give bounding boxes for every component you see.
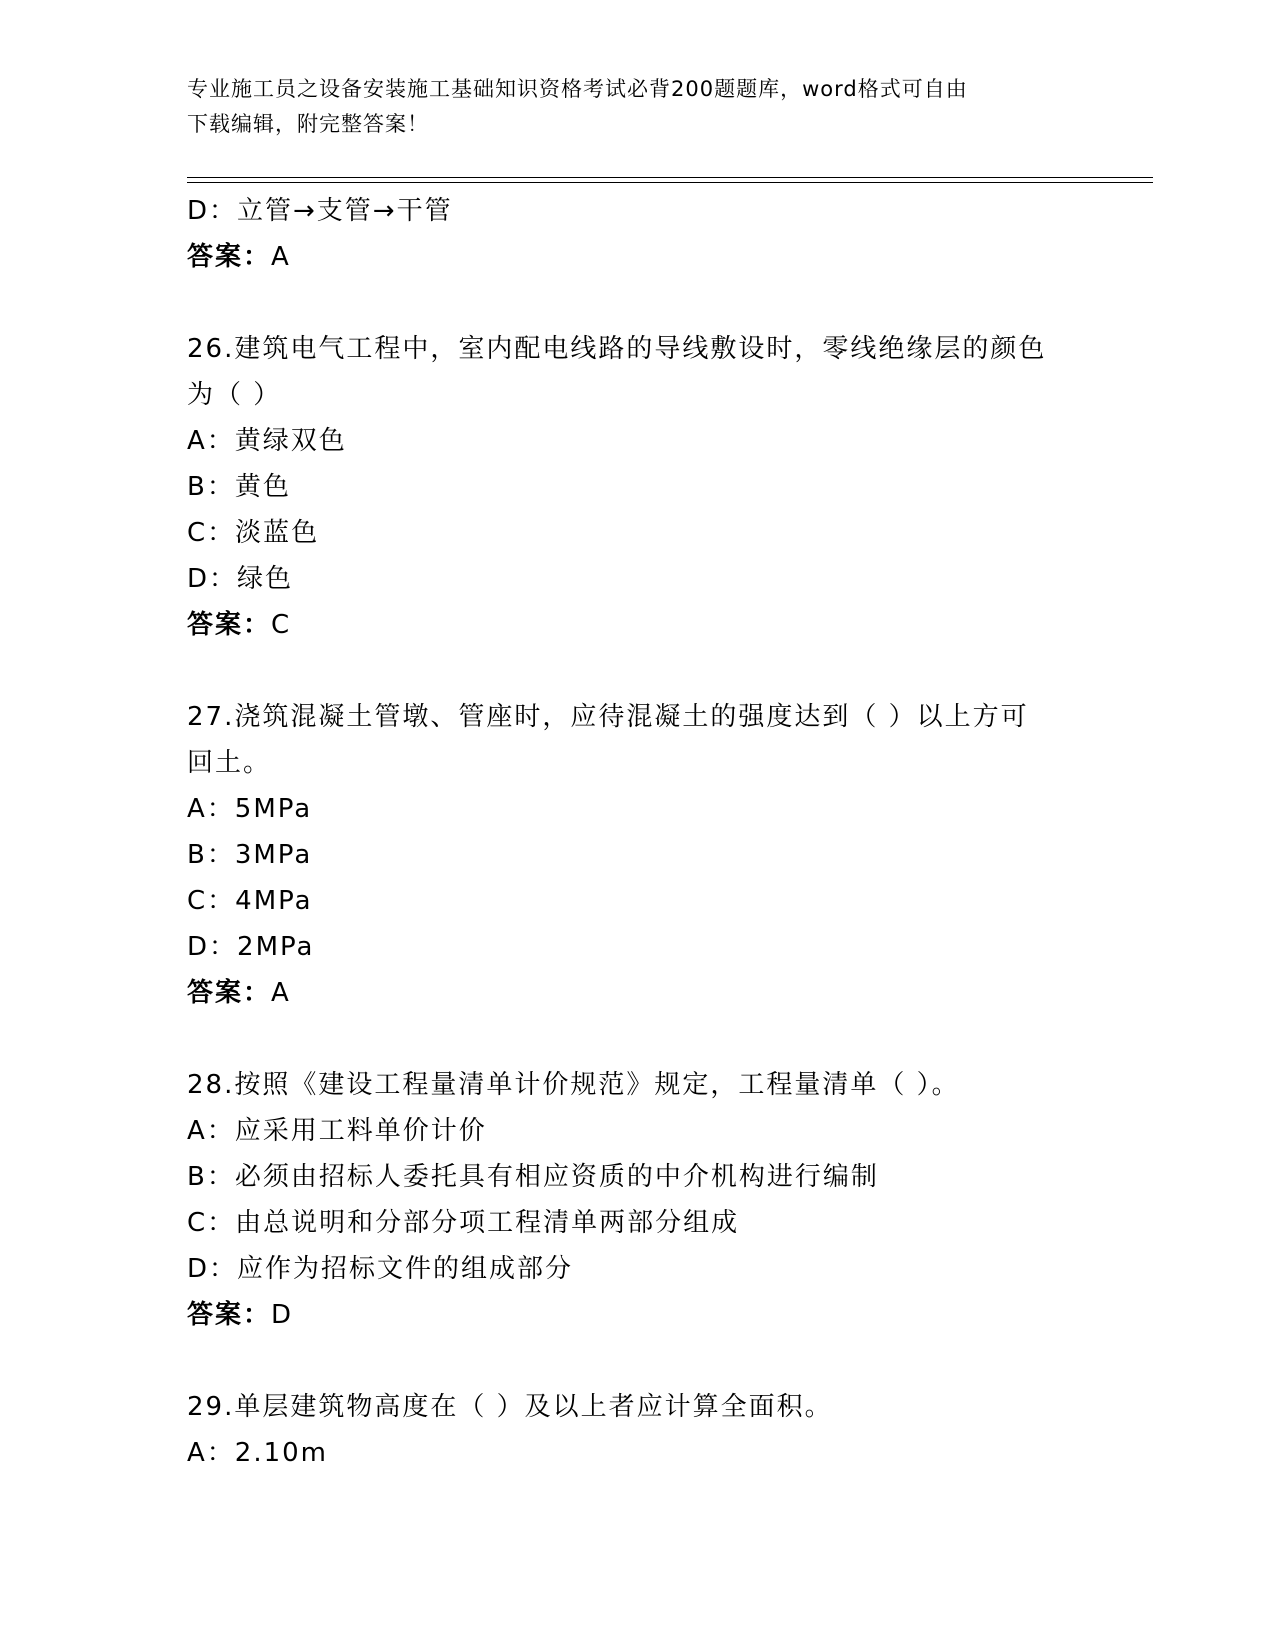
spacer: [187, 1338, 1087, 1384]
question-26-option-b: B：黄色: [187, 472, 291, 502]
question-28-answer: [187, 1292, 1087, 1338]
question-29-stem-line-1: 29.单层建筑物高度在（ ）及以上者应计算全面积。: [187, 1392, 833, 1422]
question-list: [187, 188, 1087, 1476]
question-27-option-a: A：5MPa: [187, 794, 313, 824]
header-divider-bottom: [187, 182, 1153, 183]
question-28-option-a: A：应采用工料单价计价: [187, 1116, 487, 1146]
prev-answer: [187, 234, 1087, 280]
question-26-option-d: D：绿色: [187, 564, 294, 594]
answer-value: D: [271, 1300, 294, 1330]
question-26-option-a: A：黄绿双色: [187, 426, 347, 456]
header-divider-top: [187, 177, 1153, 178]
question-26-stem-line-1: 26.建筑电气工程中，室内配电线路的导线敷设时，零线绝缘层的颜色: [187, 334, 1047, 364]
answer-label: 答案：: [187, 242, 272, 272]
question-27-stem-line-1: 27.浇筑混凝土管墩、管座时，应待混凝土的强度达到（ ）以上方可: [187, 702, 1029, 732]
question-26-option-c: C：淡蓝色: [187, 518, 320, 548]
question-26-stem-line-2: 为（ ）: [187, 380, 282, 410]
question-28-option-b: B：必须由招标人委托具有相应资质的中介机构进行编制: [187, 1162, 879, 1192]
spacer: [187, 648, 1087, 694]
spacer: [187, 1016, 1087, 1062]
question-28-stem-line-1: 28.按照《建设工程量清单计价规范》规定，工程量清单（ ）。: [187, 1070, 960, 1100]
answer-value: A: [271, 242, 291, 272]
spacer: [187, 280, 1087, 326]
answer-label: 答案：: [187, 610, 272, 640]
question-27-option-b: B：3MPa: [187, 840, 313, 870]
question-27-stem-line-2: 回土。: [187, 748, 272, 778]
question-27-option-c: C：4MPa: [187, 886, 313, 916]
answer-value: A: [271, 978, 291, 1008]
question-27-answer: [187, 970, 1087, 1016]
question-26-answer: [187, 602, 1087, 648]
header-line-1: 专业施工员之设备安装施工基础知识资格考试必背200题题库，word格式可自由: [187, 77, 968, 101]
answer-label: 答案：: [187, 1300, 272, 1330]
header-line-2: 下载编辑，附完整答案！: [187, 112, 429, 136]
question-27-option-d: D：2MPa: [187, 932, 315, 962]
answer-value: C: [271, 610, 292, 640]
document-header: [187, 72, 1067, 142]
question-28-option-c: C：由总说明和分部分项工程清单两部分组成: [187, 1208, 740, 1238]
answer-label: 答案：: [187, 978, 272, 1008]
prev-option-d: D：立管→支管→干管: [187, 196, 453, 226]
question-29-option-a: A：2.10m: [187, 1438, 329, 1468]
question-28-option-d: D：应作为招标文件的组成部分: [187, 1254, 574, 1284]
